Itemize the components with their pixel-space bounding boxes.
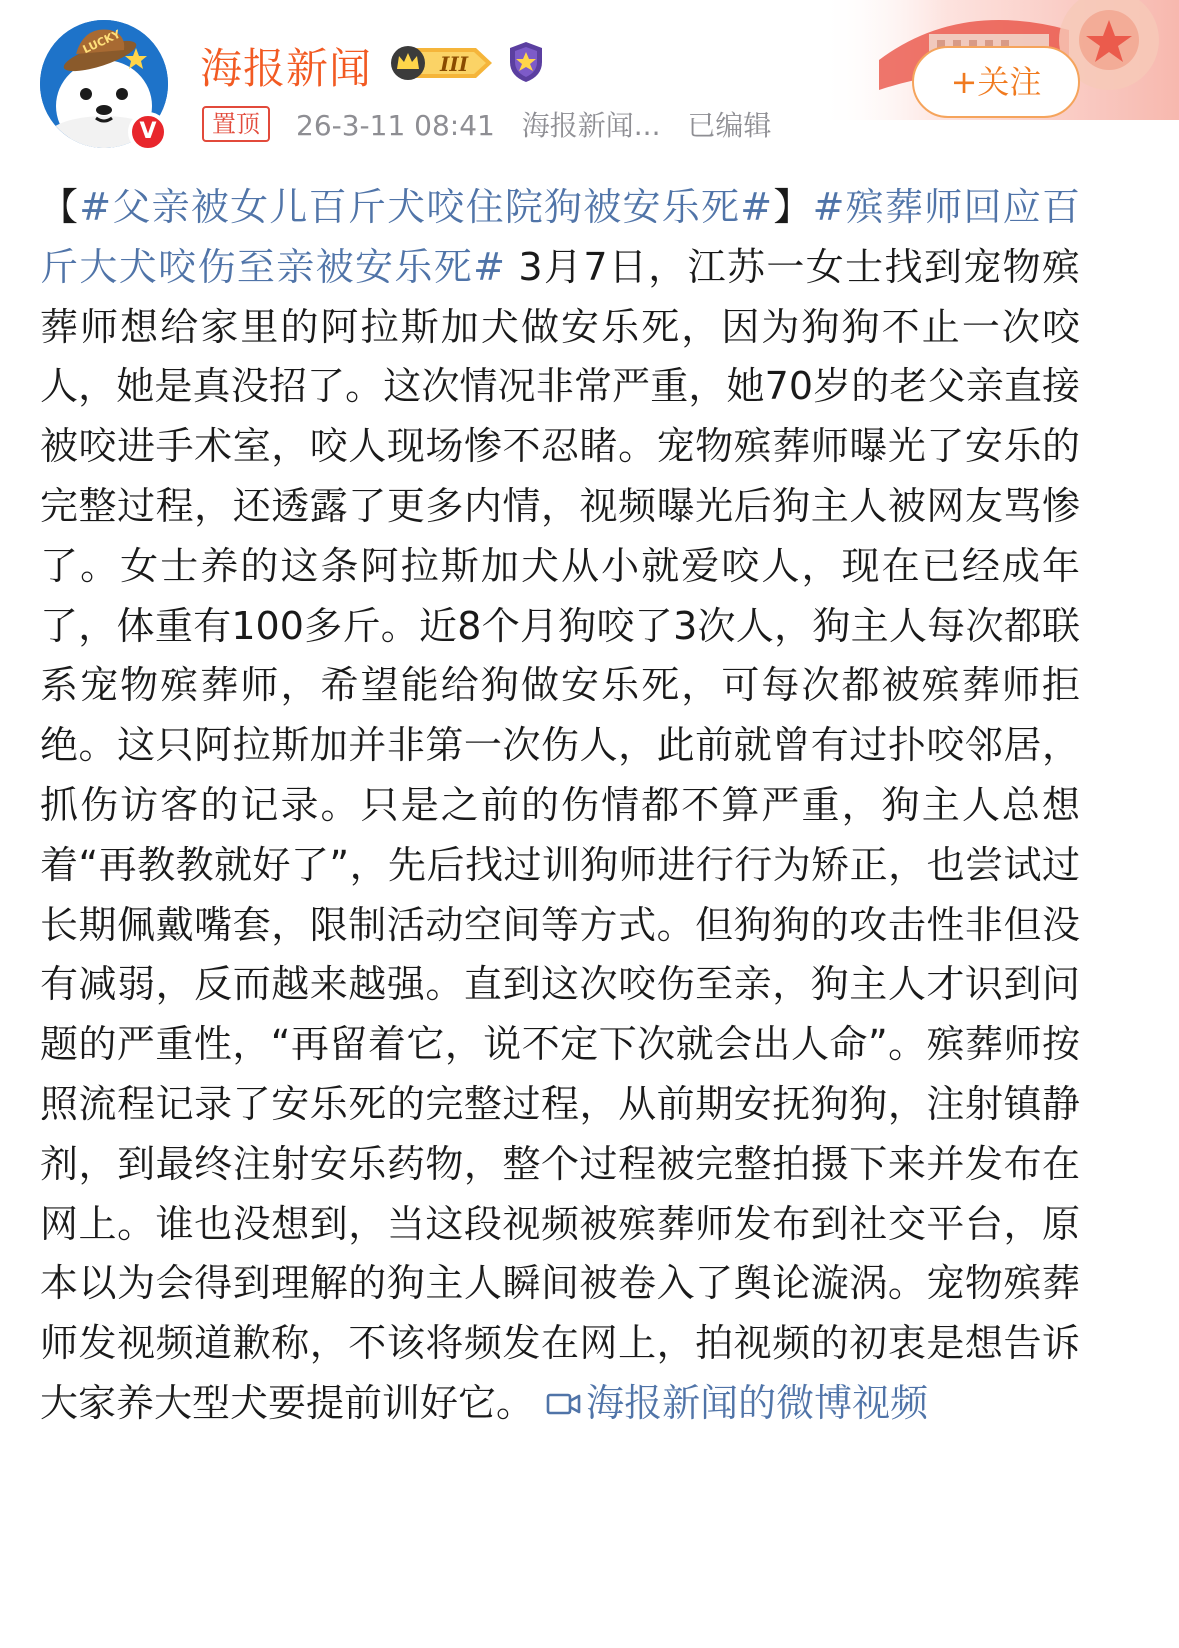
- bracket-open: 【: [40, 185, 80, 229]
- verified-v-icon: V: [128, 112, 168, 152]
- video-link-label[interactable]: 海报新闻的微博视频: [586, 1380, 929, 1425]
- post-source[interactable]: 海报新闻...: [521, 109, 661, 142]
- hashtag-link[interactable]: #父亲被女儿百斤犬咬住院狗被安乐死#: [79, 185, 773, 229]
- post-content: [40, 178, 1080, 1434]
- svg-text:LUCKY: LUCKY: [80, 27, 123, 57]
- edited-label[interactable]: 已编辑: [687, 109, 772, 142]
- hashtag-link[interactable]: #殡葬师回应百斤大犬咬伤至亲被安乐死#: [40, 185, 1080, 289]
- post-date: 26-3-11 08:41: [296, 109, 495, 142]
- crown-level-icon[interactable]: [390, 44, 496, 82]
- post-meta: [296, 104, 789, 144]
- video-icon: [546, 1389, 582, 1419]
- shield-badge-icon[interactable]: [506, 40, 546, 84]
- pinned-label: 置顶: [202, 106, 270, 142]
- video-link[interactable]: [546, 1381, 928, 1425]
- bracket-close: 】: [772, 185, 813, 229]
- post-header: [0, 0, 1179, 160]
- account-name[interactable]: 海报新闻: [200, 44, 373, 93]
- level-badge-text: III: [440, 52, 469, 76]
- post-body-text: 3月7日，江苏一女士找到宠物殡葬师想给家里的阿拉斯加犬做安乐死，因为狗狗不止一次咬人，她是真没招了。这次情况非常严重，她70岁的老父亲直接被咬进手术室，咬人现场惨不忍睹。宠物殡葬师曝光了安乐的完整过程，还透露了更多内情，视频曝光后狗主人被网友骂惨了。女士养的这条阿拉斯加犬从小就爱咬人，现在已经成年了，体重有100多斤。近8个月狗咬了3次人，狗主人每次都联系宠物殡葬师，希望能给狗做安乐死，可每次都被殡葬师拒绝。这只阿拉斯加并非第一次伤人，此前就曾有过扑咬邻居，抓伤访客的记录。只是之前的伤情都不算严重，狗主人总想着“再教教就好了”，先后找过训狗师进行行为矫正，也尝试过长期佩戴嘴套，限制活动空间等方式。但狗狗的攻击性非但没有减弱，反而越来越强。直到这次咬伤至亲，狗主人才识到问题的严重性，“再留着它，说不定下次就会出人命”。殡葬师按照流程记录了安乐死的完整过程，从前期安抚狗狗，注射镇静剂，到最终注射安乐药物，整个过程被完整拍摄下来并发布在网上。谁也没想到，当这段视频被殡葬师发布到社交平台，原本以为会得到理解的狗主人瞬间被卷入了舆论漩涡。宠物殡葬师发视频道歉称，不该将频发在网上，拍视频的初衷是想告诉大家养大型犬要提前训好它。: [40, 244, 1080, 1425]
- follow-button[interactable]: +关注: [912, 46, 1080, 118]
